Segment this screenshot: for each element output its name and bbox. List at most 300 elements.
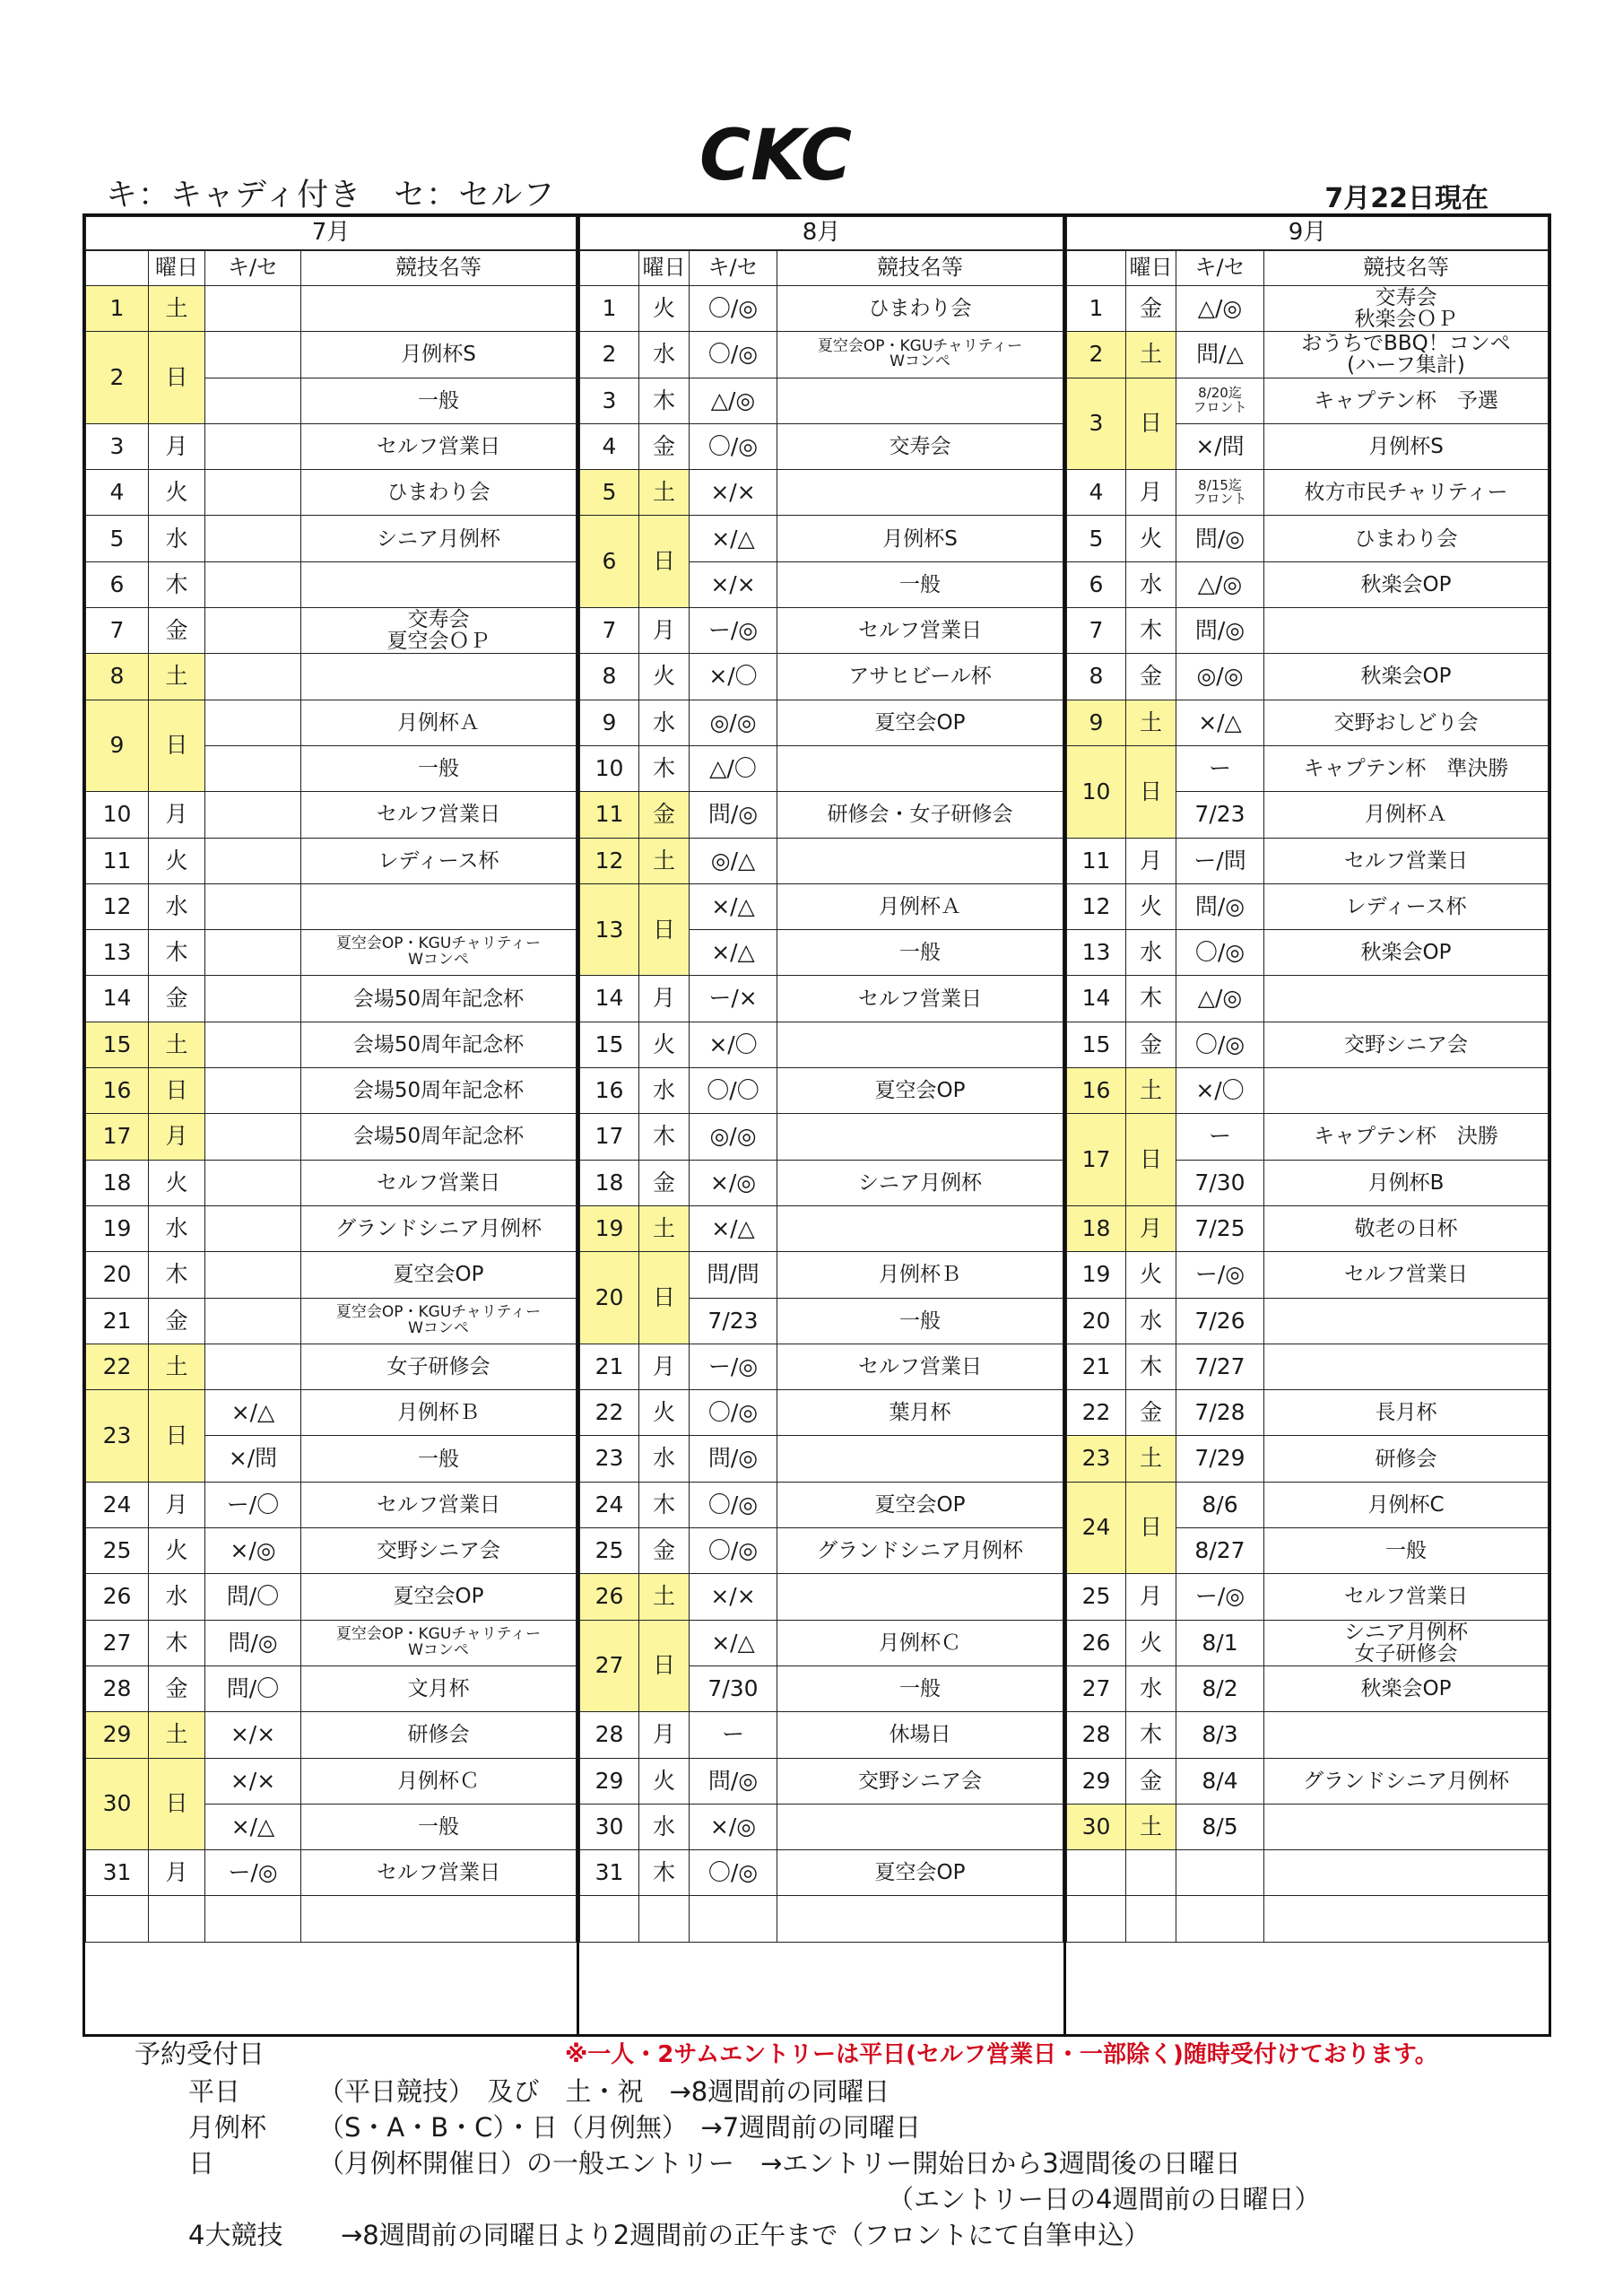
- day-row: [86, 561, 577, 607]
- caddie-self-cell: 7/27: [1176, 1344, 1264, 1389]
- event-name-cell: 交野シニア会: [1264, 1022, 1549, 1067]
- weekday-cell: 月: [1126, 1574, 1176, 1620]
- event-name-cell: 一般: [301, 378, 577, 423]
- event-name-cell: 一般: [777, 1665, 1063, 1711]
- date-cell: 19: [1067, 1252, 1126, 1298]
- day-row: [1067, 1620, 1549, 1665]
- event-name-cell: 交野おしどり会: [1264, 700, 1549, 745]
- day-row: [580, 1252, 1063, 1298]
- day-row: [580, 1482, 1063, 1527]
- day-row: [1067, 976, 1549, 1022]
- caddie-self-cell: △/◎: [1176, 286, 1264, 332]
- weekday-cell: 月: [639, 608, 690, 654]
- day-row: [580, 1712, 1063, 1758]
- day-row: [86, 792, 577, 838]
- event-name-cell: ひまわり会: [777, 286, 1063, 332]
- day-row: [86, 1160, 577, 1205]
- month-table-july: [85, 216, 579, 2034]
- weekday-cell: 月: [149, 1482, 205, 1527]
- weekday-cell: 火: [639, 654, 690, 700]
- reservation-rule-label: 平日: [188, 2076, 241, 2107]
- day-row: [86, 423, 577, 469]
- date-cell: 22: [1067, 1390, 1126, 1436]
- event-name-cell: [777, 1022, 1063, 1067]
- date-cell: 17: [86, 1114, 149, 1160]
- day-row: [580, 1804, 1063, 1849]
- day-row: [86, 1344, 577, 1389]
- reservation-rule-text: （平日競技） 及び 土・祝 →8週間前の同曜日: [318, 2076, 890, 2107]
- date-cell: 17: [1067, 1114, 1126, 1206]
- event-name-cell: 夏空会OP・KGUチャリティー Wコンペ: [301, 1620, 577, 1665]
- entry-note: ※一人・2サムエントリーは平日(セルフ営業日・一部除く)随時受付けております。: [565, 2041, 1438, 2068]
- weekday-cell: [1126, 1896, 1176, 1942]
- date-cell: 4: [86, 470, 149, 516]
- date-cell: 20: [86, 1252, 149, 1298]
- reservation-rule-text: （月例杯開催日）の一般エントリー →エントリー開始日から3週間後の日曜日: [318, 2148, 1241, 2179]
- event-name-cell: レディース杯: [301, 838, 577, 883]
- caddie-self-cell: ×/×: [205, 1712, 301, 1758]
- date-header: [580, 250, 639, 286]
- date-cell: 11: [580, 792, 639, 838]
- caddie-self-cell: △/〇: [690, 745, 777, 791]
- caddie-self-cell: [205, 976, 301, 1022]
- caddie-self-cell: ×/◎: [205, 1528, 301, 1574]
- caddie-self-cell: [205, 883, 301, 929]
- weekday-cell: 月: [639, 976, 690, 1022]
- caddie-self-cell: 〇/〇: [690, 1068, 777, 1114]
- date-cell: 8: [1067, 654, 1126, 700]
- event-name-cell: [777, 1114, 1063, 1160]
- event-name-cell: 葉月杯: [777, 1390, 1063, 1436]
- event-name-cell: 一般: [777, 1298, 1063, 1344]
- event-name-cell: 休場日: [777, 1712, 1063, 1758]
- event-name-cell: 交寿会 夏空会ＯＰ: [301, 608, 577, 654]
- caddie-self-cell: 8/1: [1176, 1620, 1264, 1665]
- caddie-self-cell: 問/〇: [205, 1665, 301, 1711]
- caddie-self-cell: 問/◎: [1176, 608, 1264, 654]
- weekday-cell: 金: [149, 976, 205, 1022]
- day-row: [580, 838, 1063, 883]
- weekday-cell: 金: [1126, 286, 1176, 332]
- caddie-self-cell: 8/27: [1176, 1528, 1264, 1574]
- event-name-cell: [301, 654, 577, 700]
- day-row: [1067, 1068, 1549, 1114]
- caddie-self-cell: 〇/◎: [690, 332, 777, 378]
- caddie-self-cell: [205, 1160, 301, 1205]
- day-row: [86, 1712, 577, 1758]
- event-name-cell: アサヒビール杯: [777, 654, 1063, 700]
- caddie-self-cell: ×/△: [205, 1390, 301, 1436]
- day-row: [1067, 1114, 1549, 1160]
- date-cell: 20: [580, 1252, 639, 1344]
- event-name-cell: 交寿会 秋楽会ＯＰ: [1264, 286, 1549, 332]
- day-row: [580, 516, 1063, 561]
- date-cell: 10: [86, 792, 149, 838]
- date-cell: 23: [580, 1436, 639, 1482]
- caddie-self-cell: 7/29: [1176, 1436, 1264, 1482]
- weekday-cell: 木: [639, 745, 690, 791]
- event-name-cell: 夏空会OP: [777, 700, 1063, 745]
- event-name-cell: 月例杯S: [301, 332, 577, 378]
- caddie-self-cell: ×/×: [690, 470, 777, 516]
- event-name-cell: 交野シニア会: [301, 1528, 577, 1574]
- date-cell: 18: [1067, 1205, 1126, 1251]
- caddie-self-cell: 問/問: [690, 1252, 777, 1298]
- date-cell: 11: [86, 838, 149, 883]
- date-cell: 27: [86, 1620, 149, 1665]
- reservation-rule-label: 4大競技: [188, 2220, 283, 2250]
- event-name-cell: [777, 1896, 1063, 1942]
- caddie-self-cell: 7/23: [690, 1298, 777, 1344]
- event-name-cell: 月例杯C: [1264, 1482, 1549, 1527]
- caddie-self-cell: [205, 654, 301, 700]
- day-row: [86, 1114, 577, 1160]
- day-row: [1067, 930, 1549, 976]
- event-name-cell: 月例杯Ａ: [777, 883, 1063, 929]
- weekday-cell: 金: [639, 423, 690, 469]
- weekday-cell: 火: [639, 1758, 690, 1804]
- event-name-cell: ひまわり会: [301, 470, 577, 516]
- date-cell: 18: [580, 1160, 639, 1205]
- date-cell: 23: [86, 1390, 149, 1483]
- caddie-self-cell: 7/25: [1176, 1205, 1264, 1251]
- weekday-cell: 金: [1126, 654, 1176, 700]
- event-name-cell: 夏空会OP: [301, 1574, 577, 1620]
- caddie-self-cell: 〇/◎: [690, 1850, 777, 1896]
- caddie-self-cell: [205, 1896, 301, 1942]
- day-row: [1067, 1390, 1549, 1436]
- date-cell: 26: [580, 1574, 639, 1620]
- day-row: [580, 1390, 1063, 1436]
- date-cell: [580, 1896, 639, 1942]
- event-name-cell: セルフ営業日: [301, 423, 577, 469]
- caddie-self-cell: ◎/△: [690, 838, 777, 883]
- caddie-self-cell: [205, 423, 301, 469]
- weekday-cell: 水: [149, 1205, 205, 1251]
- weekday-cell: 土: [149, 654, 205, 700]
- weekday-cell: 土: [149, 1022, 205, 1067]
- weekday-cell: 水: [149, 883, 205, 929]
- date-cell: 10: [580, 745, 639, 791]
- date-cell: 14: [1067, 976, 1126, 1022]
- weekday-cell: 金: [149, 608, 205, 654]
- caddie-self-cell: [205, 1205, 301, 1251]
- event-name-header: 競技名等: [777, 250, 1063, 286]
- event-name-cell: セルフ営業日: [1264, 838, 1549, 883]
- event-name-cell: [1264, 1712, 1549, 1758]
- day-row: [580, 423, 1063, 469]
- weekday-cell: 日: [1126, 745, 1176, 838]
- date-cell: 26: [1067, 1620, 1126, 1665]
- day-row: [86, 976, 577, 1022]
- caddie-self-cell: 7/26: [1176, 1298, 1264, 1344]
- caddie-self-cell: 8/20迄 フロント: [1176, 378, 1264, 423]
- month-title: 8月: [580, 217, 1063, 251]
- day-row: [86, 1896, 577, 1942]
- date-cell: 4: [580, 423, 639, 469]
- caddie-self-cell: ー/〇: [205, 1482, 301, 1527]
- caddie-self-cell: ー: [1176, 745, 1264, 791]
- date-cell: 19: [580, 1205, 639, 1251]
- caddie-self-cell: 〇/◎: [690, 1528, 777, 1574]
- day-row: [580, 976, 1063, 1022]
- weekday-cell: 木: [149, 1620, 205, 1665]
- day-row: [1067, 1850, 1549, 1896]
- day-row: [580, 1850, 1063, 1896]
- weekday-cell: 水: [1126, 930, 1176, 976]
- caddie-self-cell: [205, 930, 301, 976]
- weekday-cell: 木: [639, 1114, 690, 1160]
- event-name-cell: 月例杯Ａ: [1264, 792, 1549, 838]
- event-name-cell: [301, 561, 577, 607]
- caddie-self-cell: 8/6: [1176, 1482, 1264, 1527]
- date-cell: 12: [580, 838, 639, 883]
- date-cell: 11: [1067, 838, 1126, 883]
- caddie-self-cell: ×/×: [690, 561, 777, 607]
- day-row: [1067, 654, 1549, 700]
- date-cell: 29: [580, 1758, 639, 1804]
- weekday-cell: 火: [1126, 883, 1176, 929]
- weekday-header: 曜日: [1126, 250, 1176, 286]
- event-name-cell: [1264, 1068, 1549, 1114]
- event-name-cell: セルフ営業日: [1264, 1574, 1549, 1620]
- weekday-cell: 土: [639, 1574, 690, 1620]
- day-row: [86, 1298, 577, 1344]
- date-cell: 5: [1067, 516, 1126, 561]
- event-name-cell: 夏空会OP・KGUチャリティー Wコンペ: [301, 930, 577, 976]
- weekday-cell: 土: [639, 470, 690, 516]
- day-row: [1067, 1758, 1549, 1804]
- date-cell: 4: [1067, 470, 1126, 516]
- date-cell: 7: [1067, 608, 1126, 654]
- event-name-cell: 女子研修会: [301, 1344, 577, 1389]
- event-name-cell: 一般: [777, 930, 1063, 976]
- weekday-cell: 土: [1126, 1804, 1176, 1849]
- day-row: [1067, 608, 1549, 654]
- date-cell: 1: [86, 286, 149, 332]
- caddie-self-cell: 問/〇: [205, 1574, 301, 1620]
- caddie-self-cell: 問/◎: [690, 792, 777, 838]
- day-row: [580, 1574, 1063, 1620]
- day-row: [580, 286, 1063, 332]
- weekday-cell: 水: [639, 1068, 690, 1114]
- date-cell: 21: [1067, 1344, 1126, 1389]
- event-name-cell: 枚方市民チャリティー: [1264, 470, 1549, 516]
- weekday-cell: 月: [1126, 1205, 1176, 1251]
- date-cell: 14: [580, 976, 639, 1022]
- date-cell: 17: [580, 1114, 639, 1160]
- caddie-self-header: キ/セ: [205, 250, 301, 286]
- date-cell: 31: [580, 1850, 639, 1896]
- event-name-cell: 研修会: [1264, 1436, 1549, 1482]
- event-name-cell: グランドシニア月例杯: [777, 1528, 1063, 1574]
- weekday-cell: 木: [1126, 976, 1176, 1022]
- weekday-cell: 水: [639, 700, 690, 745]
- event-name-cell: セルフ営業日: [777, 608, 1063, 654]
- date-cell: 15: [580, 1022, 639, 1067]
- day-row: [86, 332, 577, 378]
- event-name-cell: 一般: [777, 561, 1063, 607]
- date-cell: 28: [580, 1712, 639, 1758]
- date-cell: 20: [1067, 1298, 1126, 1344]
- event-name-cell: セルフ営業日: [301, 1160, 577, 1205]
- weekday-cell: 木: [1126, 608, 1176, 654]
- date-cell: 22: [580, 1390, 639, 1436]
- date-cell: 16: [580, 1068, 639, 1114]
- caddie-self-cell: 7/23: [1176, 792, 1264, 838]
- day-row: [580, 1160, 1063, 1205]
- reservation-rule-text: （エントリー日の4週間前の日曜日）: [888, 2184, 1321, 2214]
- day-row: [86, 286, 577, 332]
- caddie-self-cell: ×/〇: [690, 1022, 777, 1067]
- weekday-cell: [149, 1896, 205, 1942]
- month-title: 7月: [86, 217, 577, 251]
- weekday-cell: 金: [1126, 1390, 1176, 1436]
- caddie-self-cell: [205, 792, 301, 838]
- event-name-cell: [1264, 1804, 1549, 1849]
- date-cell: 7: [86, 608, 149, 654]
- caddie-self-cell: ×/×: [205, 1758, 301, 1804]
- date-cell: 8: [580, 654, 639, 700]
- weekday-cell: 月: [149, 792, 205, 838]
- event-name-cell: セルフ営業日: [301, 792, 577, 838]
- event-name-cell: セルフ営業日: [301, 1850, 577, 1896]
- caddie-self-cell: ×/◎: [690, 1804, 777, 1849]
- caddie-self-cell: ー: [1176, 1114, 1264, 1160]
- month-table-august: [579, 216, 1066, 2034]
- date-cell: 24: [86, 1482, 149, 1527]
- day-row: [1067, 883, 1549, 929]
- caddie-self-cell: 問/◎: [1176, 883, 1264, 929]
- caddie-self-cell: 8/2: [1176, 1665, 1264, 1711]
- event-name-cell: [1264, 1896, 1549, 1942]
- event-name-cell: [777, 745, 1063, 791]
- day-row: [1067, 1252, 1549, 1298]
- date-cell: 16: [86, 1068, 149, 1114]
- day-row: [580, 700, 1063, 745]
- date-cell: 23: [1067, 1436, 1126, 1482]
- weekday-cell: 月: [149, 423, 205, 469]
- event-name-cell: キャプテン杯 決勝: [1264, 1114, 1549, 1160]
- event-name-cell: [777, 838, 1063, 883]
- event-name-cell: 会場50周年記念杯: [301, 1068, 577, 1114]
- caddie-self-cell: ー/◎: [690, 1344, 777, 1389]
- weekday-cell: 日: [1126, 1114, 1176, 1206]
- day-row: [1067, 838, 1549, 883]
- month-title: 9月: [1067, 217, 1549, 251]
- event-name-cell: 会場50周年記念杯: [301, 1114, 577, 1160]
- date-cell: 5: [86, 516, 149, 561]
- caddie-self-cell: ー/問: [1176, 838, 1264, 883]
- event-name-cell: 秋楽会OP: [1264, 654, 1549, 700]
- event-name-cell: 月例杯Ｂ: [301, 1390, 577, 1436]
- caddie-self-cell: 7/28: [1176, 1390, 1264, 1436]
- date-cell: 7: [580, 608, 639, 654]
- month-table: [1066, 216, 1549, 1943]
- day-row: [1067, 378, 1549, 423]
- legend: キ：キャディ付き セ：セルフ: [106, 178, 556, 213]
- weekday-cell: 土: [149, 1712, 205, 1758]
- day-row: [1067, 745, 1549, 791]
- date-cell: 9: [86, 700, 149, 792]
- event-name-cell: 会場50周年記念杯: [301, 976, 577, 1022]
- day-row: [86, 1390, 577, 1436]
- event-name-cell: 月例杯Ｂ: [777, 1252, 1063, 1298]
- day-row: [580, 745, 1063, 791]
- day-row: [86, 1022, 577, 1067]
- caddie-self-cell: [205, 286, 301, 332]
- date-header: [1067, 250, 1126, 286]
- schedule-tables: [82, 213, 1551, 2037]
- weekday-cell: 水: [1126, 1665, 1176, 1711]
- as-of-date: 7月22日現在: [1324, 183, 1488, 214]
- caddie-self-cell: △/◎: [1176, 976, 1264, 1022]
- weekday-cell: 水: [149, 1574, 205, 1620]
- day-row: [580, 1758, 1063, 1804]
- reservation-rule-text: →8週間前の同曜日より2週間前の正午まで（フロントにて自筆申込）: [341, 2220, 1150, 2250]
- date-cell: 6: [86, 561, 149, 607]
- date-cell: 24: [580, 1482, 639, 1527]
- caddie-self-cell: 〇/◎: [690, 1390, 777, 1436]
- event-name-cell: 研修会: [301, 1712, 577, 1758]
- event-name-cell: 月例杯S: [1264, 423, 1549, 469]
- day-row: [86, 930, 577, 976]
- date-cell: 16: [1067, 1068, 1126, 1114]
- day-row: [1067, 1482, 1549, 1527]
- caddie-self-cell: ◎/◎: [690, 1114, 777, 1160]
- date-cell: 28: [1067, 1712, 1126, 1758]
- month-table-september: [1066, 216, 1549, 2034]
- weekday-cell: 日: [149, 1758, 205, 1850]
- caddie-self-cell: ×/△: [690, 930, 777, 976]
- weekday-cell: 月: [1126, 838, 1176, 883]
- weekday-cell: 火: [149, 1528, 205, 1574]
- event-name-cell: [1264, 976, 1549, 1022]
- caddie-self-cell: 問/△: [1176, 332, 1264, 378]
- caddie-self-cell: 7/30: [1176, 1160, 1264, 1205]
- date-cell: 25: [86, 1528, 149, 1574]
- weekday-cell: 月: [639, 1344, 690, 1389]
- event-name-cell: [301, 286, 577, 332]
- event-name-header: 競技名等: [1264, 250, 1549, 286]
- date-cell: 19: [86, 1205, 149, 1251]
- day-row: [86, 1482, 577, 1527]
- weekday-cell: 土: [149, 1344, 205, 1389]
- event-name-cell: 夏空会OP: [777, 1482, 1063, 1527]
- weekday-cell: 火: [1126, 1620, 1176, 1665]
- caddie-self-cell: ×/〇: [1176, 1068, 1264, 1114]
- event-name-cell: 一般: [301, 1804, 577, 1849]
- day-row: [580, 1068, 1063, 1114]
- weekday-cell: 土: [149, 286, 205, 332]
- caddie-self-cell: [205, 378, 301, 423]
- weekday-cell: 月: [1126, 470, 1176, 516]
- date-cell: 3: [580, 378, 639, 423]
- event-name-cell: 月例杯Ｃ: [301, 1758, 577, 1804]
- caddie-self-cell: ×/×: [690, 1574, 777, 1620]
- date-cell: 22: [86, 1344, 149, 1389]
- date-cell: 24: [1067, 1482, 1126, 1574]
- weekday-cell: 火: [1126, 516, 1176, 561]
- weekday-cell: 火: [639, 1022, 690, 1067]
- event-name-cell: [777, 1804, 1063, 1849]
- day-row: [86, 1758, 577, 1804]
- day-row: [86, 700, 577, 745]
- date-cell: 18: [86, 1160, 149, 1205]
- date-cell: 21: [86, 1298, 149, 1344]
- day-row: [580, 608, 1063, 654]
- event-name-cell: 会場50周年記念杯: [301, 1022, 577, 1067]
